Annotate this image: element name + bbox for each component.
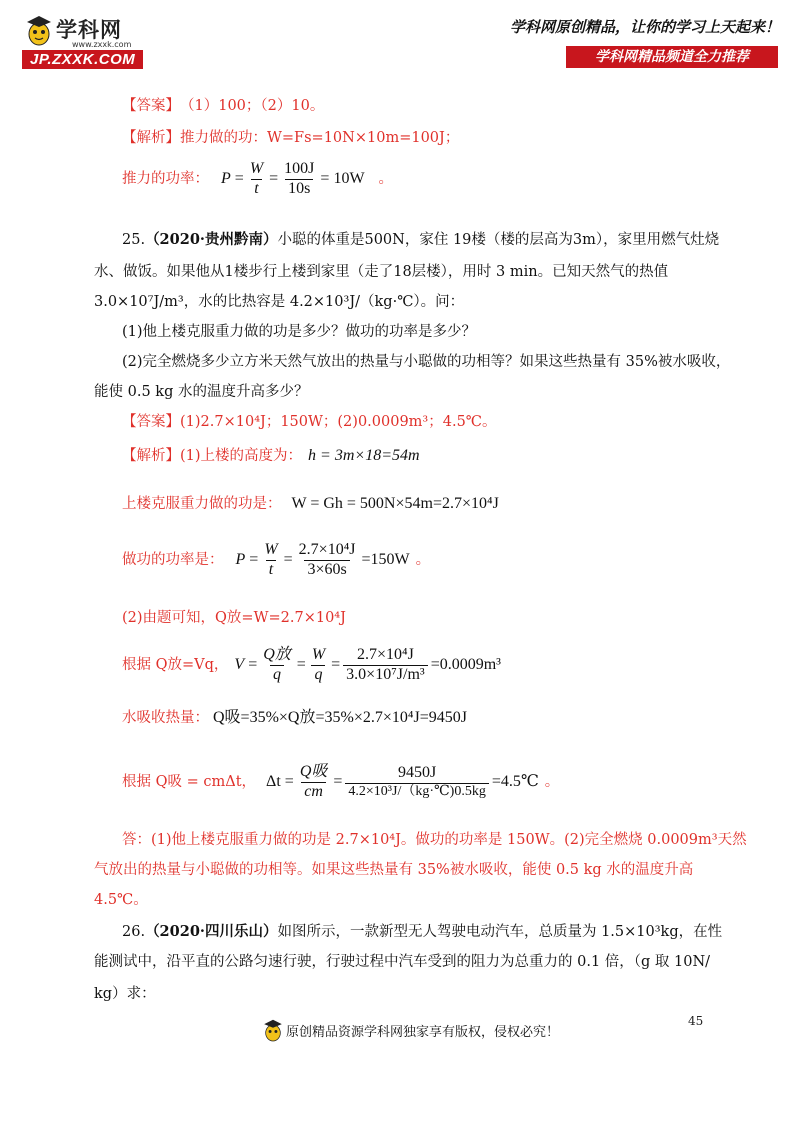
q25-sub2-line2: 能使 0.5 kg 水的温度升高多少？ [94,384,309,400]
answer-text: (1)2.7×10⁴J；150W；(2)0.0009m³；4.5℃。 [180,414,497,430]
q24-answer [122,96,324,116]
page-number: 45 [688,1014,704,1028]
step-label: 上楼克服重力做的功是： [122,496,282,512]
header [0,0,800,80]
logo-title: 学科网 [56,18,122,42]
formula-result: 10W [333,170,365,187]
q26-line3: kg）求： [94,986,156,1002]
q25-line3: 3.0×10⁷J/m³，水的比热容是 4.2×10³J/（kg·℃）。问： [94,294,465,310]
fraction-denominator: q [311,665,325,684]
q25-conclusion-1: 答：(1)他上楼克服重力做的功是 2.7×10⁴J。做功的功率是 150W。(2)完全燃烧 0.0009m³天然 [122,832,747,848]
site-url-badge[interactable]: JP.ZXXK.COM [22,50,143,69]
q24-analysis [122,128,459,148]
sentence-end: 。 [544,774,560,790]
header-slogan: 学科网原创精品，让你的学习上天起来！ [509,18,780,36]
fraction-denominator: q [270,665,284,684]
step-label: 水吸收热量： [122,710,209,726]
fraction-numerator: Q放 [263,646,291,664]
step-formula: P = $\frac{W}{t}$ = $\frac{\text{2.7×10⁴J}}{3\times 60s}$ = 150W [235,541,410,578]
q25-conclusion-3: 4.5℃。 [94,892,148,908]
formula-result: 0.0009m³ [439,656,501,673]
q26-line2: 能测试中，沿平直的公路匀速行驶，行驶过程中汽车受到的阻力为总重力的 0.1 倍，（g 取 10N/ [94,954,711,970]
question-number: 26. [122,924,146,940]
q25-line2: 水、做饭。如果他从1楼步行上楼到家里（走了18层楼），用时 3 min。已知天然气的热值 [94,264,669,280]
question-number: 25. [122,232,146,248]
mascot-icon [262,1018,284,1042]
answer-text: （1）100；（2）10。 [180,98,325,114]
copyright-text: 原创精品资源学科网独家享有版权，侵权必究！ [286,1024,560,1040]
fraction-numerator: 2.7×10⁴J [357,646,414,664]
q25-analysis-7 [122,758,559,806]
fraction-denominator: t [251,179,261,198]
q25-analysis-3 [122,536,430,584]
formula-lhs: P [235,551,246,568]
fraction-numerator: 9450J [398,764,437,782]
logo-subtitle: www.zxxk.com [72,40,132,49]
formula-result: 4.5℃ [500,773,539,790]
formula-lhs: V [234,656,245,673]
fraction-denominator: t [266,560,276,579]
step-formula: Q吸=35%×Q放=35%×2.7×10⁴J=9450J [213,709,467,726]
question-source: （2020·贵州黔南） [145,231,278,248]
q25-analysis-1 [122,446,420,466]
q25-sub2-line1: (2)完全燃烧多少立方米天然气放出的热量与小聪做的功相等？如果这些热量有 35%被水吸收， [122,354,731,370]
fraction-numerator: W [311,646,326,664]
fraction-denominator: 4.2×10³J/（kg·℃)0.5kg [345,783,488,800]
step-formula: Δt = $\frac{\text{Q吸}}{cm}$ = $\frac{9450J}{\text{4.2×10³J/（kg·℃)0.5kg}}$ = 4.5℃ [266,763,539,800]
q25-stem [122,230,720,250]
sentence-end: 。 [378,171,394,187]
footer-copyright [262,1018,559,1042]
formula-result: 150W [370,551,410,568]
answer-tag: 【答案】 [122,414,180,430]
q24-power-formula [122,156,393,202]
q25-analysis-4: (2)由题可知，Q放=W=2.7×10⁴J [122,610,346,626]
question-text: 小聪的体重是500N，家住 19楼（楼的层高为3m），家里用燃气灶烧 [277,232,720,248]
q25-sub1: (1)他上楼克服重力做的功是多少？做功的功率是多少？ [122,324,477,340]
sentence-end: 。 [415,552,431,568]
q25-analysis-5 [122,640,501,690]
logo [22,10,162,70]
step-formula: h = 3m×18=54m [308,447,420,464]
fraction-denominator: 10s [285,179,313,198]
q25-analysis-2 [122,494,499,514]
fraction-denominator: cm [301,782,326,801]
q25-answer [122,412,497,432]
formula: P = $\frac{W}{t}$ = $\frac{100J}{10s}$ = 10W [221,160,365,197]
formula-lhs: Δt [266,773,281,790]
analysis-tag: 【解析】 [122,448,180,464]
step-formula: V = $\frac{\text{Q放}}{q}$ = $\frac{W}{q}$ = $\frac{\text{2.7×10⁴J}}{\text{3.0×10⁷J/m³}}$ = 0.0009m³ [234,646,501,683]
fraction-denominator: 3.0×10⁷J/m³ [343,665,428,684]
q25-conclusion-2: 气放出的热量与小聪做的功相等。如果这些热量有 35%被水吸收，能使 0.5 kg 水的温度升高 [94,862,694,878]
header-banner: 学科网精品频道全力推荐 [566,46,778,68]
formula-lhs: P [221,170,231,187]
step-label: (1)上楼的高度为： [180,448,303,464]
step-label: 做功的功率是： [122,552,224,568]
fraction-numerator: 2.7×10⁴J [298,541,356,559]
step-label: 根据 Q吸 = cmΔt， [122,774,257,790]
mascot-icon [24,14,54,46]
step-formula: W = Gh = 500N×54m=2.7×10⁴J [291,495,499,512]
q25-analysis-6 [122,708,467,728]
fraction-numerator: 100J [284,160,315,178]
question-source: （2020·四川乐山） [145,923,278,940]
fraction-numerator: Q吸 [299,763,328,781]
q25-line1 [122,230,720,250]
fraction-numerator: W [264,541,278,559]
q26-stem [122,922,722,942]
step-label: 根据 Q放=Vq， [122,657,229,673]
formula-label: 推力的功率： [122,171,209,187]
analysis-tag: 【解析】 [122,130,180,146]
analysis-text: 推力做的功：W=Fs=10N×10m=100J； [180,130,460,146]
fraction-numerator: W [249,160,264,178]
fraction-denominator: 3×60s [304,560,349,579]
question-text: 如图所示，一款新型无人驾驶电动汽车，总质量为 1.5×10³kg，在性 [277,924,723,940]
answer-tag: 【答案】 [122,98,180,114]
